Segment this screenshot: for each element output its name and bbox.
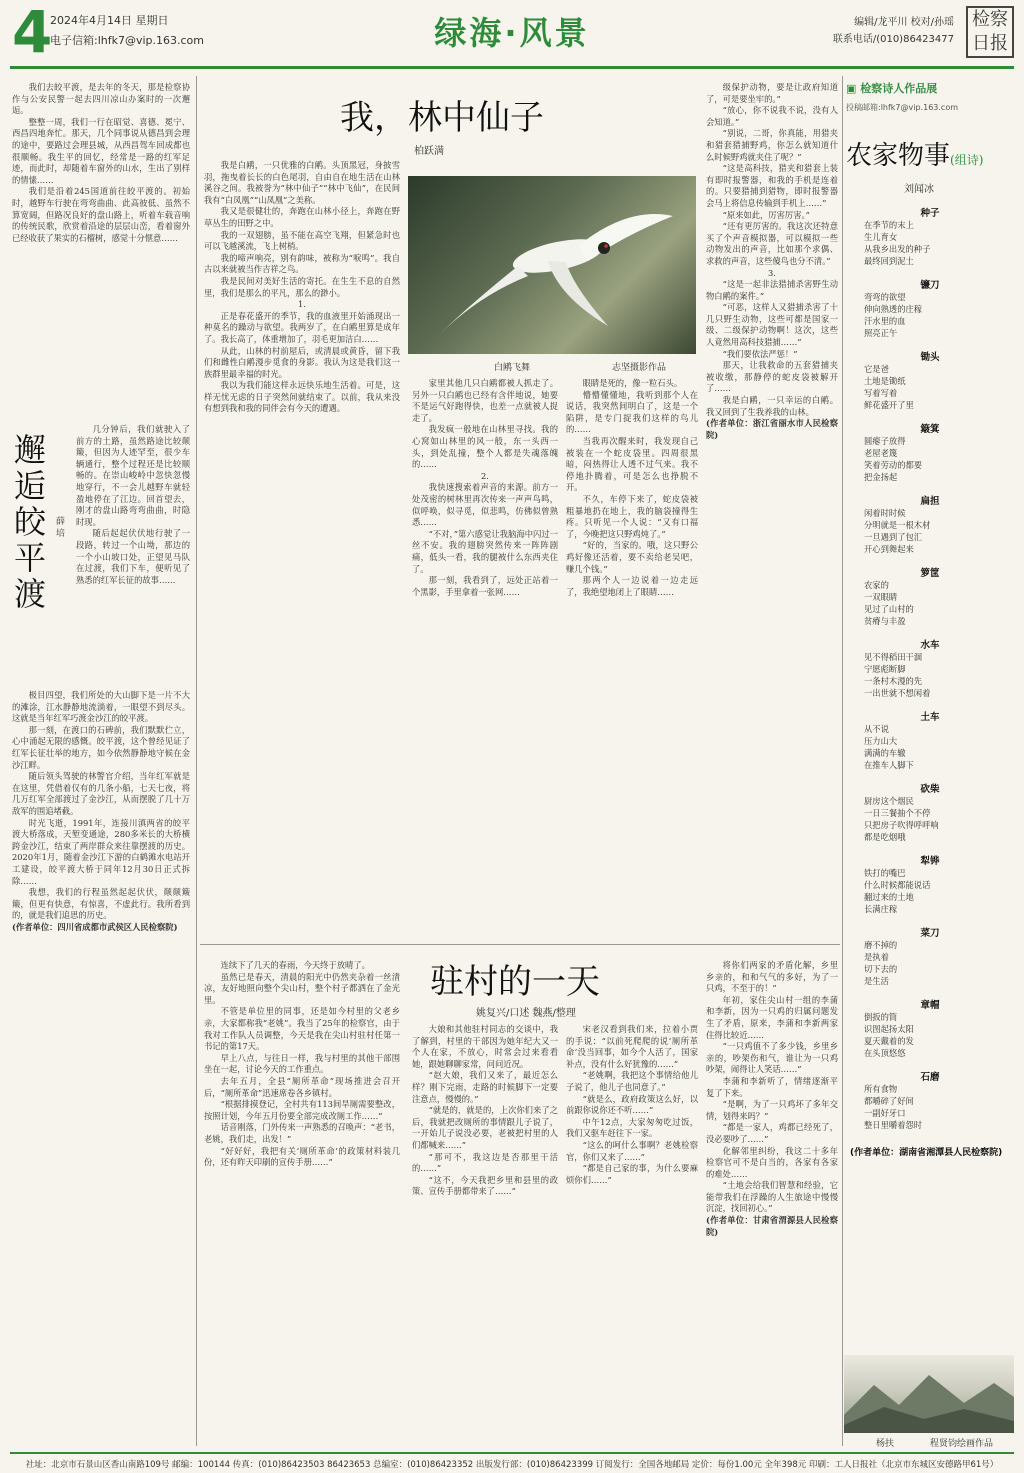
header-rule: [10, 66, 1014, 69]
paragraph: 正是春花盛开的季节，我的血液里开始涌现出一种莫名的躁动与欲望。我两岁了，在白鹇里算是成年了。我长高了，体重增加了，羽毛更加洁白……: [204, 310, 400, 344]
stanza-title: 镰刀: [920, 280, 940, 291]
section-title: 绿海·风景: [434, 14, 590, 52]
paragraph: 家里其他几只白鹇都被人抓走了。另外一只白鹇也已经有含伴地说，她要不是运气好跑得快，也差一点就被人捉走了。: [412, 378, 558, 423]
paragraph: “原来如此，厉害厉害。”: [722, 209, 810, 220]
paragraph: “好好好，我把有关‘厕所革命’的政策材料装几份，还有昨天印刷的宣传手册……”: [204, 1145, 400, 1168]
poem-column: [846, 80, 1014, 1158]
paragraph: “放心，你不说我不说，没有人会知道。”: [706, 105, 838, 127]
paragraph: “老姚啊，我把这个事情给他儿子说了，他儿子也同意了。”: [566, 1070, 698, 1092]
paragraph: 我是白鹇，一只幸运的白鹇。我又回到了生我养我的山林。: [706, 395, 838, 417]
stanza-line: 一副好牙口: [864, 1108, 906, 1118]
paragraph: “都是一家人，鸡都已经死了，没必要吵了……”: [706, 1122, 838, 1144]
stanza-title: 砍柴: [920, 784, 940, 795]
paragraph: 那一刻，我看到了，远处正站着一个黑影，手里拿着一张网……: [412, 575, 558, 597]
poem-stanzas: [846, 205, 1014, 1131]
stanza-line: 切下去的: [864, 964, 898, 974]
stanza-title: 章帽: [920, 1000, 940, 1011]
stanza-line: 从我乡出发的种子: [864, 244, 931, 254]
stanza-line: 是执着: [864, 952, 889, 962]
stanza-line: 长满庄稼: [864, 904, 898, 914]
paragraph: 级保护动物，要是让政府知道了，可是要坐牢的。”: [706, 82, 838, 104]
section-number: 1.: [298, 299, 306, 310]
stanza-title: 锄头: [920, 352, 940, 363]
stanza-line: 从不说: [864, 724, 889, 734]
paragraph: “别说，二哥，你真能，用猎夹和猎套猎捕野鸡，你怎么就知道什么时候野鸡就夹住了呢？”: [706, 128, 838, 162]
paragraph: “就是的，就是的，上次你们来了之后，我就把改厕所的事情跟儿子说了，一开始儿子说没必要，老被把村里的人们都喊来……”: [412, 1105, 558, 1150]
paragraph: 我的啼声响亮，别有韵味，被称为“唳鸣”。我自古以来就被当作吉祥之鸟。: [204, 252, 400, 275]
stanza-line: 都嚼碎了好间: [864, 1096, 914, 1106]
stanza-line: 整日里嚼着怨时: [864, 1120, 923, 1130]
paragraph: 我的一双翅膀，虽不能在高空飞翔，但紧急时也可以飞越溪流，飞上树梢。: [204, 229, 400, 252]
stanza-line: 一旦遇到了包汇: [864, 532, 923, 542]
page-footer: 社址：北京市石景山区香山南路109号 邮编：100144 传真：(010)86423503 86423653 总编室：(010)86423352 出版发行部：(010)86423399 订阅发行：全国各地邮局 定价：每份1.00元 全年398元 印刷：工人日报社（北京市东城区安德路甲61号）: [10, 1452, 1014, 1470]
poem-author: 刘闻冰: [904, 184, 934, 195]
bottom-col-4: [706, 960, 838, 1440]
left-article-title: 邂逅皎平渡: [14, 431, 47, 613]
stanza-line: 闲着时时候: [864, 508, 906, 518]
paragraph: “都是自己家的事，为什么要麻烦你们……”: [566, 1163, 698, 1185]
stanza-line: 最终回到泥土: [864, 256, 914, 266]
stanza-line: 倒扳的筒: [864, 1012, 898, 1022]
paragraph: 连续下了几天的春雨，今天终于放晴了。: [220, 960, 370, 970]
stanza-line: 弯弯的欲望: [864, 292, 906, 302]
stanza-line: 把金扬起: [864, 472, 898, 482]
paragraph: 懵懵懂懂地，我听到那个人在说话，我突然间明白了，这是一个陷阱，是专门捉我们这样的鸟儿的……: [566, 389, 698, 435]
stanza-line: 一条村木漫的先: [864, 676, 923, 686]
stanza-line: 宁愿彪断脚: [864, 664, 906, 674]
paragraph: 从此，山林的村前屋后，或清晨或黄昏，留下我们和雌性白鹇漫步觅食的身影。我认为这是我们这一族群里最幸福的时光。: [204, 345, 400, 379]
paragraph: “这是一起非法猎捕杀害野生动物白鹇的案件。”: [706, 279, 838, 301]
stanza-line: 鲜花盛开了里: [864, 400, 914, 410]
center-col-1: [204, 160, 400, 690]
stanza-line: 圆瘪子放得: [864, 436, 906, 446]
painting-author: 杨扶: [876, 1439, 895, 1449]
paragraph: “不对，”第六感觉让我脑海中闪过一丝不安。我的翅膀突然传来一阵阵剧痛，低头一看，我的腿被什么东西夹住了。: [412, 528, 558, 574]
paragraph: 眼睛是死的，像一粒石头。: [582, 378, 683, 388]
bottom-col-2: [412, 1024, 558, 1440]
stanza-line: 伸向熟透的庄稼: [864, 304, 923, 314]
paragraph: 那天，让我救命的五套猎捕夹被收缴，那静停的蛇皮袋被解开了……: [706, 360, 838, 394]
paragraph: 当我再次醒来时，我发现自己被装在一个蛇皮袋里。四周很黑暗，闷热得让人透不过气来。我不停地扑腾着，可是怎么也挣脱不开。: [566, 435, 698, 493]
stanza-line: 在推车人脚下: [864, 760, 914, 770]
paragraph: 将你们两家的矛盾化解，乡里乡亲的，和和气气的多好，为了一只鸡，不至于的！”: [706, 960, 838, 994]
paragraph: 不久，车停下来了，蛇皮袋被粗暴地扔在地上，我的脑袋撞得生疼。只听见一个人说：“又有口福了，今晚把这只野鸡炖了。”: [566, 493, 698, 539]
paragraph: “这不，今天我把乡里和县里的政策、宣传手册都带来了……”: [412, 1174, 558, 1197]
mountain-landscape-image: [844, 1355, 1014, 1433]
stanza-line: 翻过来的土地: [864, 892, 914, 902]
stanza-line: 磨不掉的: [864, 940, 898, 950]
column-head: [846, 80, 1014, 96]
column-divider: [842, 76, 843, 1446]
photo-caption: 白鹇飞舞: [494, 363, 531, 373]
poem-title-note: (组诗): [950, 153, 984, 167]
poem-author-note: (作者单位：湖南省湘潭县人民检察院): [850, 1148, 1003, 1158]
photo-credit: 志坚摄影作品: [612, 363, 667, 373]
paragraph: 我快速搜索着声音的来源。前方一处茂密的树林里再次传来一声声鸟鸣，似呼唤，似寻觅，似悲鸣，仿佛似曾熟悉……: [412, 482, 558, 528]
stanza-line: 一出世就不想闲着: [864, 688, 931, 698]
stanza-line: 一日三餐抽个不停: [864, 808, 931, 818]
stanza-line: 贫瘠与丰盈: [864, 616, 906, 626]
stanza-line: 识图起扬太阳: [864, 1024, 914, 1034]
center-col-3: [566, 378, 698, 690]
stanza-title: 土车: [920, 712, 940, 723]
center-col-2: [412, 378, 558, 690]
paragraph: 大娘和其他驻村同志的交谈中，我了解到，村里的干部因为她年纪大又一个人在家，不放心，时常会过来看看她，跟她聊聊家常，问问近况。: [412, 1024, 558, 1069]
stanza-line: 夏天戴着的发: [864, 1036, 914, 1046]
paragraph: 随后起起伏伏地行驶了一段路，转过一个山坳，那边的一个小山坡口处，正望见马队在过渡，我们下车，便听见了熟悉的红军长征的故事……: [76, 528, 190, 585]
newspaper-logo: 检察日报: [966, 6, 1014, 58]
stanza-line: 铁打的嘴巴: [864, 868, 906, 878]
stanza-title: 水车: [920, 640, 940, 651]
stanza-line: 开心到舞起来: [864, 544, 914, 554]
author-note: (作者单位：浙江省丽水市人民检察院): [706, 418, 838, 440]
poem-title: [846, 135, 1014, 172]
author-note: (作者单位：甘肃省渭源县人民检察院): [706, 1215, 838, 1237]
paragraph: 时光飞逝，1991年，连接川滇两省的皎平渡大桥落成，天堑变通途，280多米长的大桥横跨金沙江，结束了两岸群众来往靠摆渡的历史。2020年1月，随着金沙江下游的白鹤滩水电站开工建设，皎平渡大桥于同年12月30日正式拆除……: [12, 817, 190, 886]
paragraph: 我是民间对美好生活的寄托。在生生不息的自然里，我们是那么的平凡，那么的渺小。: [204, 275, 400, 298]
paragraph: “赵大娘，我们又来了，最近怎么样？刚下完雨，走路的时候脚下一定要注意点，慢慢的。”: [412, 1070, 558, 1104]
stanza-line: 是生活: [864, 976, 889, 986]
paragraph: “一只鸡值不了多少钱，乡里乡亲的，吵架伤和气，谁让为一只鸡吵架，闹得让人笑话……”: [706, 1041, 838, 1075]
stanza-title: 犁铧: [920, 856, 940, 867]
paragraph: “那可不，我这边是否那里干活的……”: [412, 1151, 558, 1174]
stanza-line: 见不得稻田干涸: [864, 652, 923, 662]
contact-email: 电子信箱:lhfk7@vip.163.com: [50, 34, 205, 47]
section-number: 3.: [768, 267, 776, 278]
paragraph: 我们是沿着245国道前往皎平渡的。初始时，越野车行驶在弯弯曲曲、此高彼低、虽然不算宽阔，但路况良好的盘山路上，听着车载音响的传统民歌，欣赏着沿途的层层山峦，看着窗外已经收获了果实的石榴树，感觉十分惬意……: [12, 186, 190, 243]
stanza-line: 满满的车辙: [864, 748, 906, 758]
white-pheasant-image: [408, 176, 696, 354]
page-header: [0, 0, 1024, 72]
stanza-line: 在季节的末上: [864, 220, 914, 230]
painting-title: 程贤钧绘画作品: [930, 1439, 994, 1449]
stanza-line: 见过了山村的: [864, 604, 914, 614]
center-col-4: [706, 82, 838, 690]
paragraph: 那两个人一边说着一边走远了，我绝望地闭上了眼睛……: [566, 575, 698, 597]
bottom-article-title: 驻村的一天: [430, 962, 600, 1002]
stanza-line: 照亮正午: [864, 328, 898, 338]
paragraph: 虽然已是春天，清晨的阳光中仍然夹杂着一丝清凉，友好地照向整个尖山村，整个村子都洒在了金光里。: [204, 971, 400, 1005]
stanza-line: 土地是锄纸: [864, 376, 906, 386]
bird-photo: [408, 176, 696, 354]
column-divider: [196, 76, 197, 1446]
center-article-author: 柏跃满: [414, 146, 444, 157]
paragraph: 我是白鹇，一只优雅的白鹇。头顶黑冠，身披雪羽，拖曳着长长的白色尾羽，自由自在地生活在山林溪谷之间。我被誉为“林中仙子”“林中飞仙”，在民间我有“白凤凰”“山凤凰”之美称。: [204, 160, 400, 205]
paragraph: 宋老汉看到我们来，拉着小贾的手说：“以前死爬爬的说‘厕所革命’没当回事，如今个人活了，国家补点，没有什么好犹豫的……”: [566, 1024, 698, 1069]
stanza-line: 生儿育女: [864, 232, 898, 242]
paragraph: 整整一周，我们一行在昭觉、喜德、冕宁、西昌四地奔忙。那天，几个同事说从德昌到会理的途中，要路过会理县城，从西昌驾车回成都也很顺畅。我生平的回忆，经常是一路的红军足迹，而此时，却随着车窗外的山水，生出了别样的情愫……: [12, 116, 190, 185]
paragraph: 几分钟后，我们就驶入了前方的土路，虽然路途比较颠簸，但因为人迹罕至，很少车辆通行，整个过程还是比较顺畅的。在崇山峻岭中忽快忽慢地穿行，不一会儿越野车就轻盈地停在了江边。回首望去，刚才的盘山路弯弯曲曲，时隐时现。: [76, 424, 190, 527]
section-divider: [200, 944, 840, 945]
paragraph: 我以为我们能这样永远快乐地生活着。可是，这样无忧无虑的日子突然间就结束了。以前，我从来没有想到我和我的同伴会有今天的遭遇。: [204, 380, 400, 414]
paragraph: 李蒲和李新听了，情绪逐渐平复了下来。: [706, 1075, 838, 1098]
paragraph: 极目四望，我们所处的大山脚下是一片不大的滩涂，江水静静地流淌着，一眼望不到尽头。这就是当年红军巧渡金沙江的皎平渡。: [12, 690, 190, 724]
paragraph: 那一刻，在渡口的石碑前，我们默默伫立，心中涌起无限的感慨。皎平渡，这个曾经见证了红军长征壮举的地方，如今依然静静地守候在金沙江畔。: [12, 724, 190, 770]
paragraph: 我又是很健壮的，奔跑在山林小径上，奔跑在野草丛生的田野之中。: [204, 206, 400, 228]
paragraph: “还有更厉害的。我这次还特意买了个声音模拟器，可以模拟一些动物发出的声音，比如那个求偶、求救的声音，这些傻鸟也分不清。”: [706, 221, 838, 266]
page-number: 4: [12, 0, 53, 66]
stanza-line: 压力山大: [864, 736, 898, 746]
paragraph: 去年五月，全县“厕所革命”现场推进会召开后，“厕所革命”迅速席卷各乡镇村。: [204, 1075, 400, 1098]
stanza-line: 所有食物: [864, 1084, 898, 1094]
paragraph: 话音刚落，门外传来一声熟悉的召唤声：“老书，老姚，我们走，出发！”: [204, 1122, 400, 1144]
stanza-line: 老屋老篾: [864, 448, 898, 458]
bottom-article-author: 姚复兴/口述 魏燕/整理: [476, 1008, 576, 1019]
stanza-line: 农家的: [864, 580, 889, 590]
stanza-line: 厨房这个烟民: [864, 796, 914, 806]
stanza-title: 箩筐: [920, 568, 940, 579]
editors-credit: [833, 14, 954, 48]
left-article-mid: [76, 424, 190, 686]
paragraph: 我们去皎平渡，是去年的冬天，那是检察协作与公安民警一起去四川凉山办案时的一次邂逅。: [12, 82, 190, 116]
paragraph: “我们要依法严惩！”: [722, 348, 798, 359]
stanza-line: 笑着劳动的都要: [864, 460, 923, 470]
left-article-author: 薛培: [56, 517, 66, 539]
stanza-line: 都是吃烟哦: [864, 832, 906, 842]
stanza-line: 一双眼睛: [864, 592, 898, 602]
stanza-title: 簸箕: [920, 424, 940, 435]
center-article-title: 我，林中仙子: [340, 98, 544, 138]
paragraph: “根据排摸登记，全村共有113间旱厕需要整改，按照计划，今年五月份要全部完成改厕工作……”: [204, 1099, 400, 1121]
paragraph: 我发疯一般地在山林里寻找。我的心窝如山林里的风一般，东一头西一头，到处乱撞，整个人都是失魂落魄的……: [412, 424, 558, 470]
stanza-title: 菜刀: [920, 928, 940, 939]
paragraph: “土地会给我们智慧和经验，它能带我们在浮躁的人生旅途中慢慢沉淀，找回初心。”: [706, 1180, 838, 1214]
paragraph: “这是高科技，猎夹和猎套上装有即时报警器，和我的手机是连着的。只要猎捕到猎物，即时报警器会马上将信息传输到手机上……”: [706, 163, 838, 208]
column-head-label: 检察诗人作品展: [860, 82, 938, 95]
stanza-line: 汗水里的血: [864, 316, 906, 326]
bottom-col-3: [566, 1024, 698, 1440]
stanza-title: 种子: [920, 208, 940, 219]
stanza-line: 只把房子吹得呼呼响: [864, 820, 939, 830]
left-article-top: [12, 82, 190, 420]
paragraph: “可恶，这样人又猎捕杀害了十几只野生动物，这些可都是国家一级、二级保护动物啊！这次，这些人竟然用高科技猎捕……”: [706, 302, 838, 348]
stanza-line: 在头顶悠悠: [864, 1048, 906, 1058]
left-article-bottom: [12, 690, 190, 1434]
paragraph: “就是么，政府政策这么好，以前跟你说你还不听……”: [566, 1093, 698, 1116]
poem-title-text: 农家物事: [846, 141, 951, 171]
paragraph: 化解邻里纠纷，我这二十多年检察官可不是白当的，各家有各家的难处……: [706, 1145, 838, 1179]
paragraph: 不管是单位里的同事，还是如今村里的父老乡亲，大家都称我“老姚”。我当了25年的检察官，由于我对工作队人员调整，今天是我在尖山村驻村任第一书记的第17天。: [204, 1006, 400, 1052]
paragraph: 随后领头驾驶的林警官介绍，当年红军就是在这里，凭借着仅有的几条小船，七天七夜，将几万红军全部渡过了金沙江，从而摆脱了几十万敌军的围追堵截。: [12, 771, 190, 816]
issue-date: 2024年4月14日 星期日: [50, 14, 169, 27]
stanza-title: 石磨: [920, 1072, 940, 1083]
paragraph: 我想，我们的行程虽然起起伏伏，颠颠簸簸，但更有快意，有惊喜，不虚此行。我所看到的，就是我们追思的历史。: [12, 887, 190, 921]
paragraph: 早上八点，与往日一样，我与村里的其他干部围坐在一起，讨论今天的工作重点。: [204, 1052, 400, 1075]
paragraph: “好的，当家的。哦，这只野公鸡好像还活着，要不卖给老吴吧，赚几个钱。”: [566, 540, 698, 574]
book-icon: ▣: [846, 82, 857, 95]
bottom-col-1: [204, 960, 400, 1440]
section-number: 2.: [481, 470, 489, 481]
author-note: (作者单位：四川省成都市武侯区人民检察院): [12, 921, 178, 932]
stanza-line: 分明就是一根木材: [864, 520, 931, 530]
paragraph: 年初，家住尖山村一组的李蒲和李新，因为一只鸡的归属问题发生了矛盾，原来，李蒲和李新两家住得比较近……: [706, 994, 838, 1040]
paragraph: 中午12点，大家匆匆吃过饭，我们又驱车赶往下一家。: [566, 1116, 698, 1139]
painting-image: [844, 1355, 1014, 1433]
submission-email: 投稿邮箱:lhfk7@vip.163.com: [846, 103, 959, 112]
phone-line: 联系电话/(010)86423477: [832, 34, 954, 45]
paragraph: “这么的呵什么事啊？老姚检察官，你们又来了……”: [566, 1139, 698, 1162]
paragraph: “是啊，为了一只鸡坏了多年交情，划得来吗？”: [706, 1099, 838, 1121]
stanza-title: 扁担: [920, 496, 940, 507]
editors-line: 编辑/龙平川 校对/孙瑶: [854, 17, 954, 28]
stanza-line: 它是爸: [864, 364, 889, 374]
stanza-line: 什么时候都能说话: [864, 880, 931, 890]
stanza-line: 写着写着: [864, 388, 898, 398]
